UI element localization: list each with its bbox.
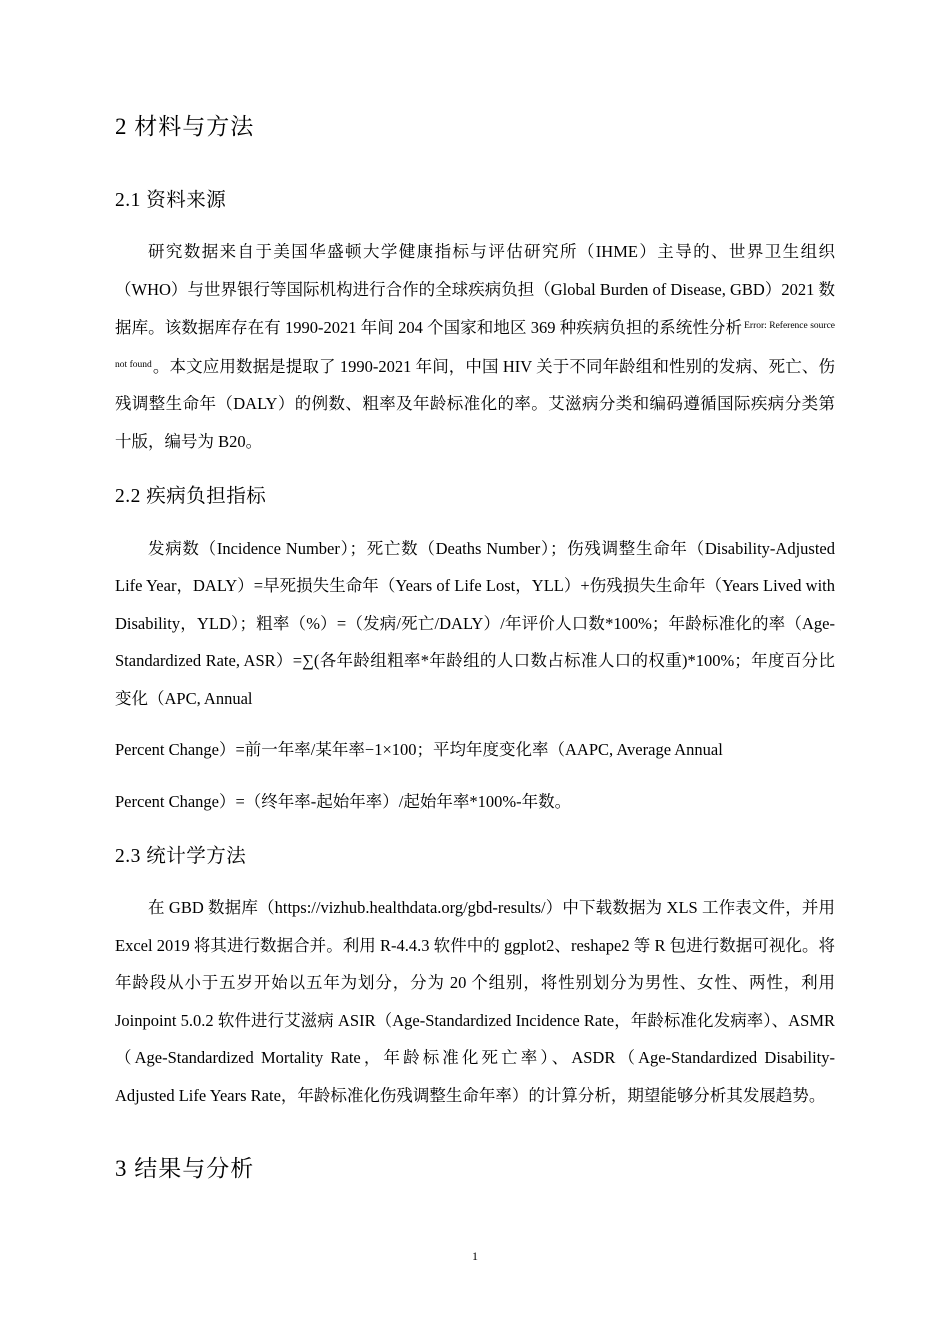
subsection-heading-burden-indicators: 2.2 疾病负担指标 <box>115 486 267 508</box>
section-heading-materials-methods: 2 材料与方法 <box>115 114 255 139</box>
subsection-heading-data-source: 2.1 资料来源 <box>115 189 227 211</box>
paragraph-text-before-error: 研究数据来自于美国华盛顿大学健康指标与评估研究所（IHME）主导的、世界卫生组织（WHO）与世界银行等国际机构进行合作的全球疾病负担（Global Burden of Disease, GBD）2021 数据库。该数据库存在有 1990-2021 年间 204 个国家和地区 369 种疾病负担的系统性分析 <box>115 242 835 338</box>
section-heading-results-analysis: 3 结果与分析 <box>115 1156 255 1182</box>
paragraph-indicators-part1: 发病数（Incidence Number）；死亡数（Deaths Number）；伤残调整生命年（Disability-Adjusted Life Year，DALY）=早死损失生命年（Years of Life Lost，YLL）+伤残损失生命年（Years Lived with Disability，YLD）；粗率（%）=（发病/死亡/DALY）/年评价人口数*100%；年龄标准化的率（Age-Standardized Rate, ASR）=∑(各年龄组粗率*年龄组的人口数占标准人口的权重)*100%；年度百分比变化（APC, Annual <box>115 538 835 708</box>
page-number: 1 <box>472 1249 478 1263</box>
paragraph-indicators-part3: Percent Change）=（终年率-起始年率）/起始年率*100%-年数。 <box>115 791 572 811</box>
broken-reference-error-note: Error: Reference source not found <box>115 321 835 370</box>
paragraph-indicators-part2: Percent Change）=前一年率/某年率−1×100；平均年度变化率（AAPC, Average Annual <box>115 740 723 760</box>
paragraph-data-source <box>115 233 835 460</box>
subsection-heading-statistical-methods: 2.3 统计学方法 <box>115 846 247 868</box>
paragraph-text-after-error: 。本文应用数据是提取了 1990-2021 年间，中国 HIV 关于不同年龄组和性别的发病、死亡、伤残调整生命年（DALY）的例数、粗率及年龄标准化的率。艾滋病分类和编码遵循国际疾病分类第十版，编号为 B20。 <box>115 356 835 451</box>
paragraph-statistical-methods: 在 GBD 数据库（https://vizhub.healthdata.org/gbd-results/）中下载数据为 XLS 工作表文件，并用 Excel 2019 将其进行数据合并。利用 R-4.4.3 软件中的 ggplot2、reshape2 等 R 包进行数据可视化。将年龄段从小于五岁开始以五年为划分，分为 20 个组别，将性别划分为男性、女性、两性，利用 Joinpoint 5.0.2 软件进行艾滋病 ASIR（Age-Standardized Incidence Rate，年龄标准化发病率）、ASMR（Age-Standardized Mortality Rate，年龄标准化死亡率）、ASDR（Age-Standardized Disability-Adjusted Life Years Rate，年龄标准化伤残调整生命年率）的计算分析，期望能够分析其发展趋势。 <box>115 898 835 1105</box>
